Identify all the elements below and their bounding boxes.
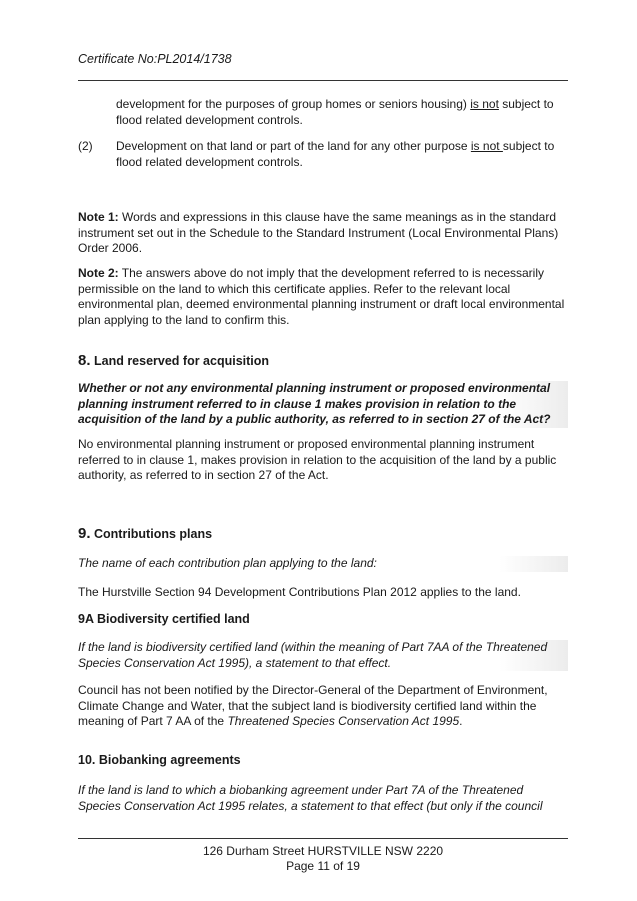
note-2-label: Note 2: bbox=[78, 266, 119, 280]
act-title: Threatened Species Conservation Act 1995 bbox=[227, 714, 460, 728]
note-2-text: The answers above do not imply that the development referred to is necessarily permissible on the land to which this certificate applies. Refer to the relevant local environmental plan, deemed environmental planning instrument or draft local environmental plan applying to the land to confirm this. bbox=[78, 266, 565, 327]
section-9a-heading: 9A Biodiversity certified land bbox=[78, 612, 250, 626]
section-9-title: Contributions plans bbox=[90, 527, 213, 541]
section-9a-question: If the land is biodiversity certified land (within the meaning of Part 7AA of the Threatened Species Conservation Act 1995), a statement to that effect. bbox=[78, 640, 568, 671]
page-number: Page 11 of 19 bbox=[286, 859, 360, 873]
item-2-text: Development on that land or part of the land for any other purpose bbox=[116, 139, 471, 153]
underlined-is-not: is not bbox=[470, 97, 499, 111]
section-9-answer: The Hurstville Section 94 Development Contributions Plan 2012 applies to the land. bbox=[78, 585, 521, 599]
item-2-paragraph bbox=[116, 139, 568, 170]
section-8-question: Whether or not any environmental planning instrument or proposed environmental planning instrument referred to in clause 1 makes provision in relation to the acquisition of the land by a public authority, as referred to in section 27 of the Act? bbox=[78, 381, 568, 428]
continued-paragraph bbox=[116, 97, 568, 128]
section-9a-answer bbox=[78, 683, 568, 730]
continued-text: development for the purposes of group homes or seniors housing) bbox=[116, 97, 471, 111]
section-8-title: Land reserved for acquisition bbox=[90, 354, 270, 368]
section-8-answer: No environmental planning instrument or proposed environmental planning instrument referred to in clause 1, makes provision in relation to the acquisition of the land by a public authority, as referred to in section 27 of the Act. bbox=[78, 437, 557, 482]
note-2 bbox=[78, 266, 568, 328]
header-rule bbox=[78, 80, 568, 81]
section-10-number: 10. bbox=[78, 753, 96, 767]
section-9-number: 9. bbox=[78, 525, 91, 542]
note-1-label: Note 1: bbox=[78, 210, 119, 224]
section-9-question: The name of each contribution plan applying to the land: bbox=[78, 556, 568, 572]
section-10-heading bbox=[78, 753, 241, 767]
section-9a-answer-end: . bbox=[459, 714, 463, 728]
item-number-2: (2) bbox=[78, 139, 93, 153]
section-9-heading bbox=[78, 525, 212, 542]
section-10-title: Biobanking agreements bbox=[95, 753, 241, 767]
note-1-text: Words and expressions in this clause have the same meanings as in the standard instrument set out in the Schedule to the Standard Instrument (Local Environmental Plans) Order 2006. bbox=[78, 210, 559, 255]
certificate-number: Certificate No:PL2014/1738 bbox=[78, 52, 232, 66]
footer-rule bbox=[78, 838, 568, 839]
section-8-number: 8. bbox=[78, 352, 91, 369]
section-10-question: If the land is land to which a biobanking agreement under Part 7A of the Threatened Species Conservation Act 1995 relates, a statement to that effect (but only if the council bbox=[78, 783, 543, 813]
section-8-heading bbox=[78, 352, 269, 369]
section-9a-answer-text: Council has not been notified by the Director-General of the Department of Environment, Climate Change and Water, that the subject land is biodiversity certified land within the meaning of Part 7 AA of the bbox=[78, 683, 548, 728]
continued-text-end: subject to flood related development controls. bbox=[116, 97, 554, 127]
underlined-is-not: is not bbox=[470, 139, 503, 153]
note-1 bbox=[78, 210, 568, 257]
footer-address: 126 Durham Street HURSTVILLE NSW 2220 bbox=[202, 844, 444, 858]
item-2-text-end: subject to flood related development controls. bbox=[116, 139, 555, 169]
